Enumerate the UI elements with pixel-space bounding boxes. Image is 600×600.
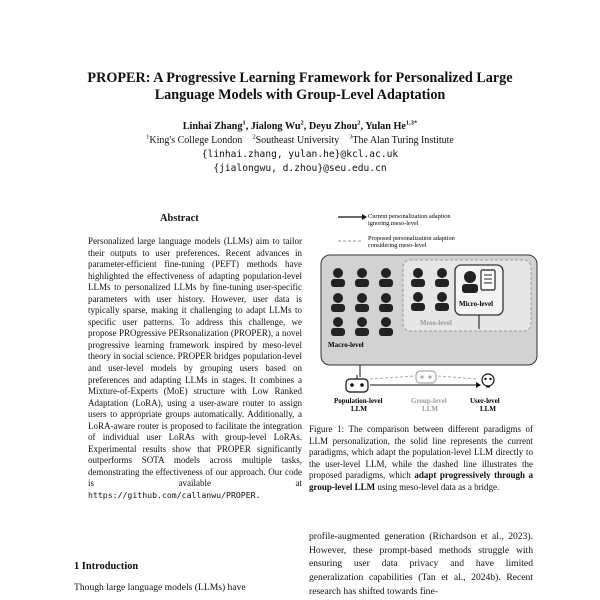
macro-level-label: Macro-level: [328, 341, 364, 349]
legend-solid-text-1: Current personalization adaption: [368, 213, 451, 220]
user-llm-label-1: User-level: [470, 397, 500, 405]
caption-text-1: Figure 1: The comparison between different paradigms of LLM personalization, the solid line represents the current paradigms, which adapt the population-level LLM directly to the user-level LLM, while the dashed line illustrates the proposed paradigms, which: [309, 424, 533, 480]
population-robot-icon: [346, 375, 368, 392]
title-line-1: PROPER: A Progressive Learning Framework for Personalized Large: [87, 70, 513, 86]
group-llm-label-1: Group-level: [411, 397, 447, 405]
caption-bold: adapt progressively through a group-level LLM: [309, 470, 533, 492]
abstract-text: Personalized large language models (LLMs) aim to tailor their outputs to user preferences. Recent advances in parameter-efficient fine-tuning (PEFT) methods have highlighted the effectiveness of adapting population-level LLMs to personalized LLMs by fine-tuning user-specific parameters with user history. However, user data is typically sparse, making it challenging to adapt LLMs to specific user patterns. To address this challenge, we propose PROgressive PERsonalization (PROPER), a novel progressive learning framework inspired by meso-level theory in social science. PROPER bridges population-level and user-level models by grouping users based on preferences and adapting LLMs in stages. It combines a Mixture-of-Experts (MoE) structure with Low Ranked Adaptation (LoRA), using a user-aware router to assign users to appropriate groups automatically. Additionally, a LoRA-aware router is proposed to facilitate the integration of individual user LoRAs with group-level LoRAs. Experimental results show that PROPER significantly outperforms SOTA models across multiple tasks, demonstrating the effectiveness of our approach. Our code is available at: [88, 236, 302, 489]
affiliations: [40, 135, 560, 146]
code-link[interactable]: https://github.com/callanwu/PROPER.: [88, 490, 261, 501]
user-llm-label-2: LLM: [480, 405, 496, 413]
affil-sup: 2: [252, 133, 256, 141]
affil-sup: 3: [349, 133, 353, 141]
abstract-heading: Abstract: [160, 213, 199, 224]
right-column-body: profile-augmented generation (Richardson et al., 2023). However, these prompt-based methods struggle with ensuring user data privacy and have limited generalization capabilities (Tan et al., 2024b). Recent research has shifted towards fine-: [309, 531, 533, 597]
caption-text-2: using meso-level data as a bridge.: [377, 481, 500, 492]
email-line-1: {linhai.zhang, yulan.he}@kcl.ac.uk: [201, 149, 399, 160]
dashed-pop-group-line: [370, 376, 414, 379]
figure-1: [318, 207, 540, 415]
author-sup: 1: [242, 119, 246, 127]
title-line-2: Language Models with Group-Level Adaptation: [154, 87, 446, 103]
solid-adapt-arrow: [476, 382, 481, 388]
affiliation: King's College London: [149, 135, 243, 146]
group-llm-label-2: LLM: [422, 405, 438, 413]
introduction-text: Though large language models (LLMs) have: [74, 582, 246, 593]
author-name: Linhai Zhang: [182, 121, 243, 132]
affiliation: The Alan Turing Institute: [352, 135, 454, 146]
paper-title: [40, 70, 560, 104]
author-name: Yulan He: [365, 121, 406, 132]
author-name: Jialong Wu: [250, 121, 301, 132]
abstract-body: [88, 236, 302, 502]
dashed-group-user-line: [438, 376, 478, 379]
legend-dashed-text-2: considering meso-level: [368, 242, 427, 249]
group-robot-icon: [416, 371, 436, 383]
author-sup: 1,3*: [405, 119, 418, 127]
author-list: Linhai Zhang$^1$, Jialong Wu$^2$, Deyu Zhou$^2$, Yulan $He^{1,3*}$: [182, 119, 418, 132]
affiliation: Southeast University: [255, 135, 340, 146]
population-llm-label-1: Population-level: [334, 397, 383, 405]
author-sup: 2: [357, 119, 361, 127]
figure-caption: [309, 424, 533, 493]
affil-sup: 1: [146, 133, 150, 141]
micro-level-label: Micro-level: [459, 300, 494, 308]
legend-solid-arrow: [362, 214, 367, 220]
section-heading-introduction: 1 Introduction: [74, 561, 139, 572]
user-robot-icon: [482, 374, 494, 387]
email-line-2: {jialongwu, d.zhou}@seu.edu.cn: [213, 163, 387, 174]
author-name: Deyu Zhou: [308, 121, 358, 132]
population-llm-label-2: LLM: [351, 405, 367, 413]
legend-solid-text-2: ignoring meso-level: [368, 220, 419, 227]
legend-dashed-text-1: Proposed personalization adaption: [368, 235, 455, 242]
meso-level-label: Meso-level: [420, 319, 452, 327]
author-sup: 2: [300, 119, 304, 127]
